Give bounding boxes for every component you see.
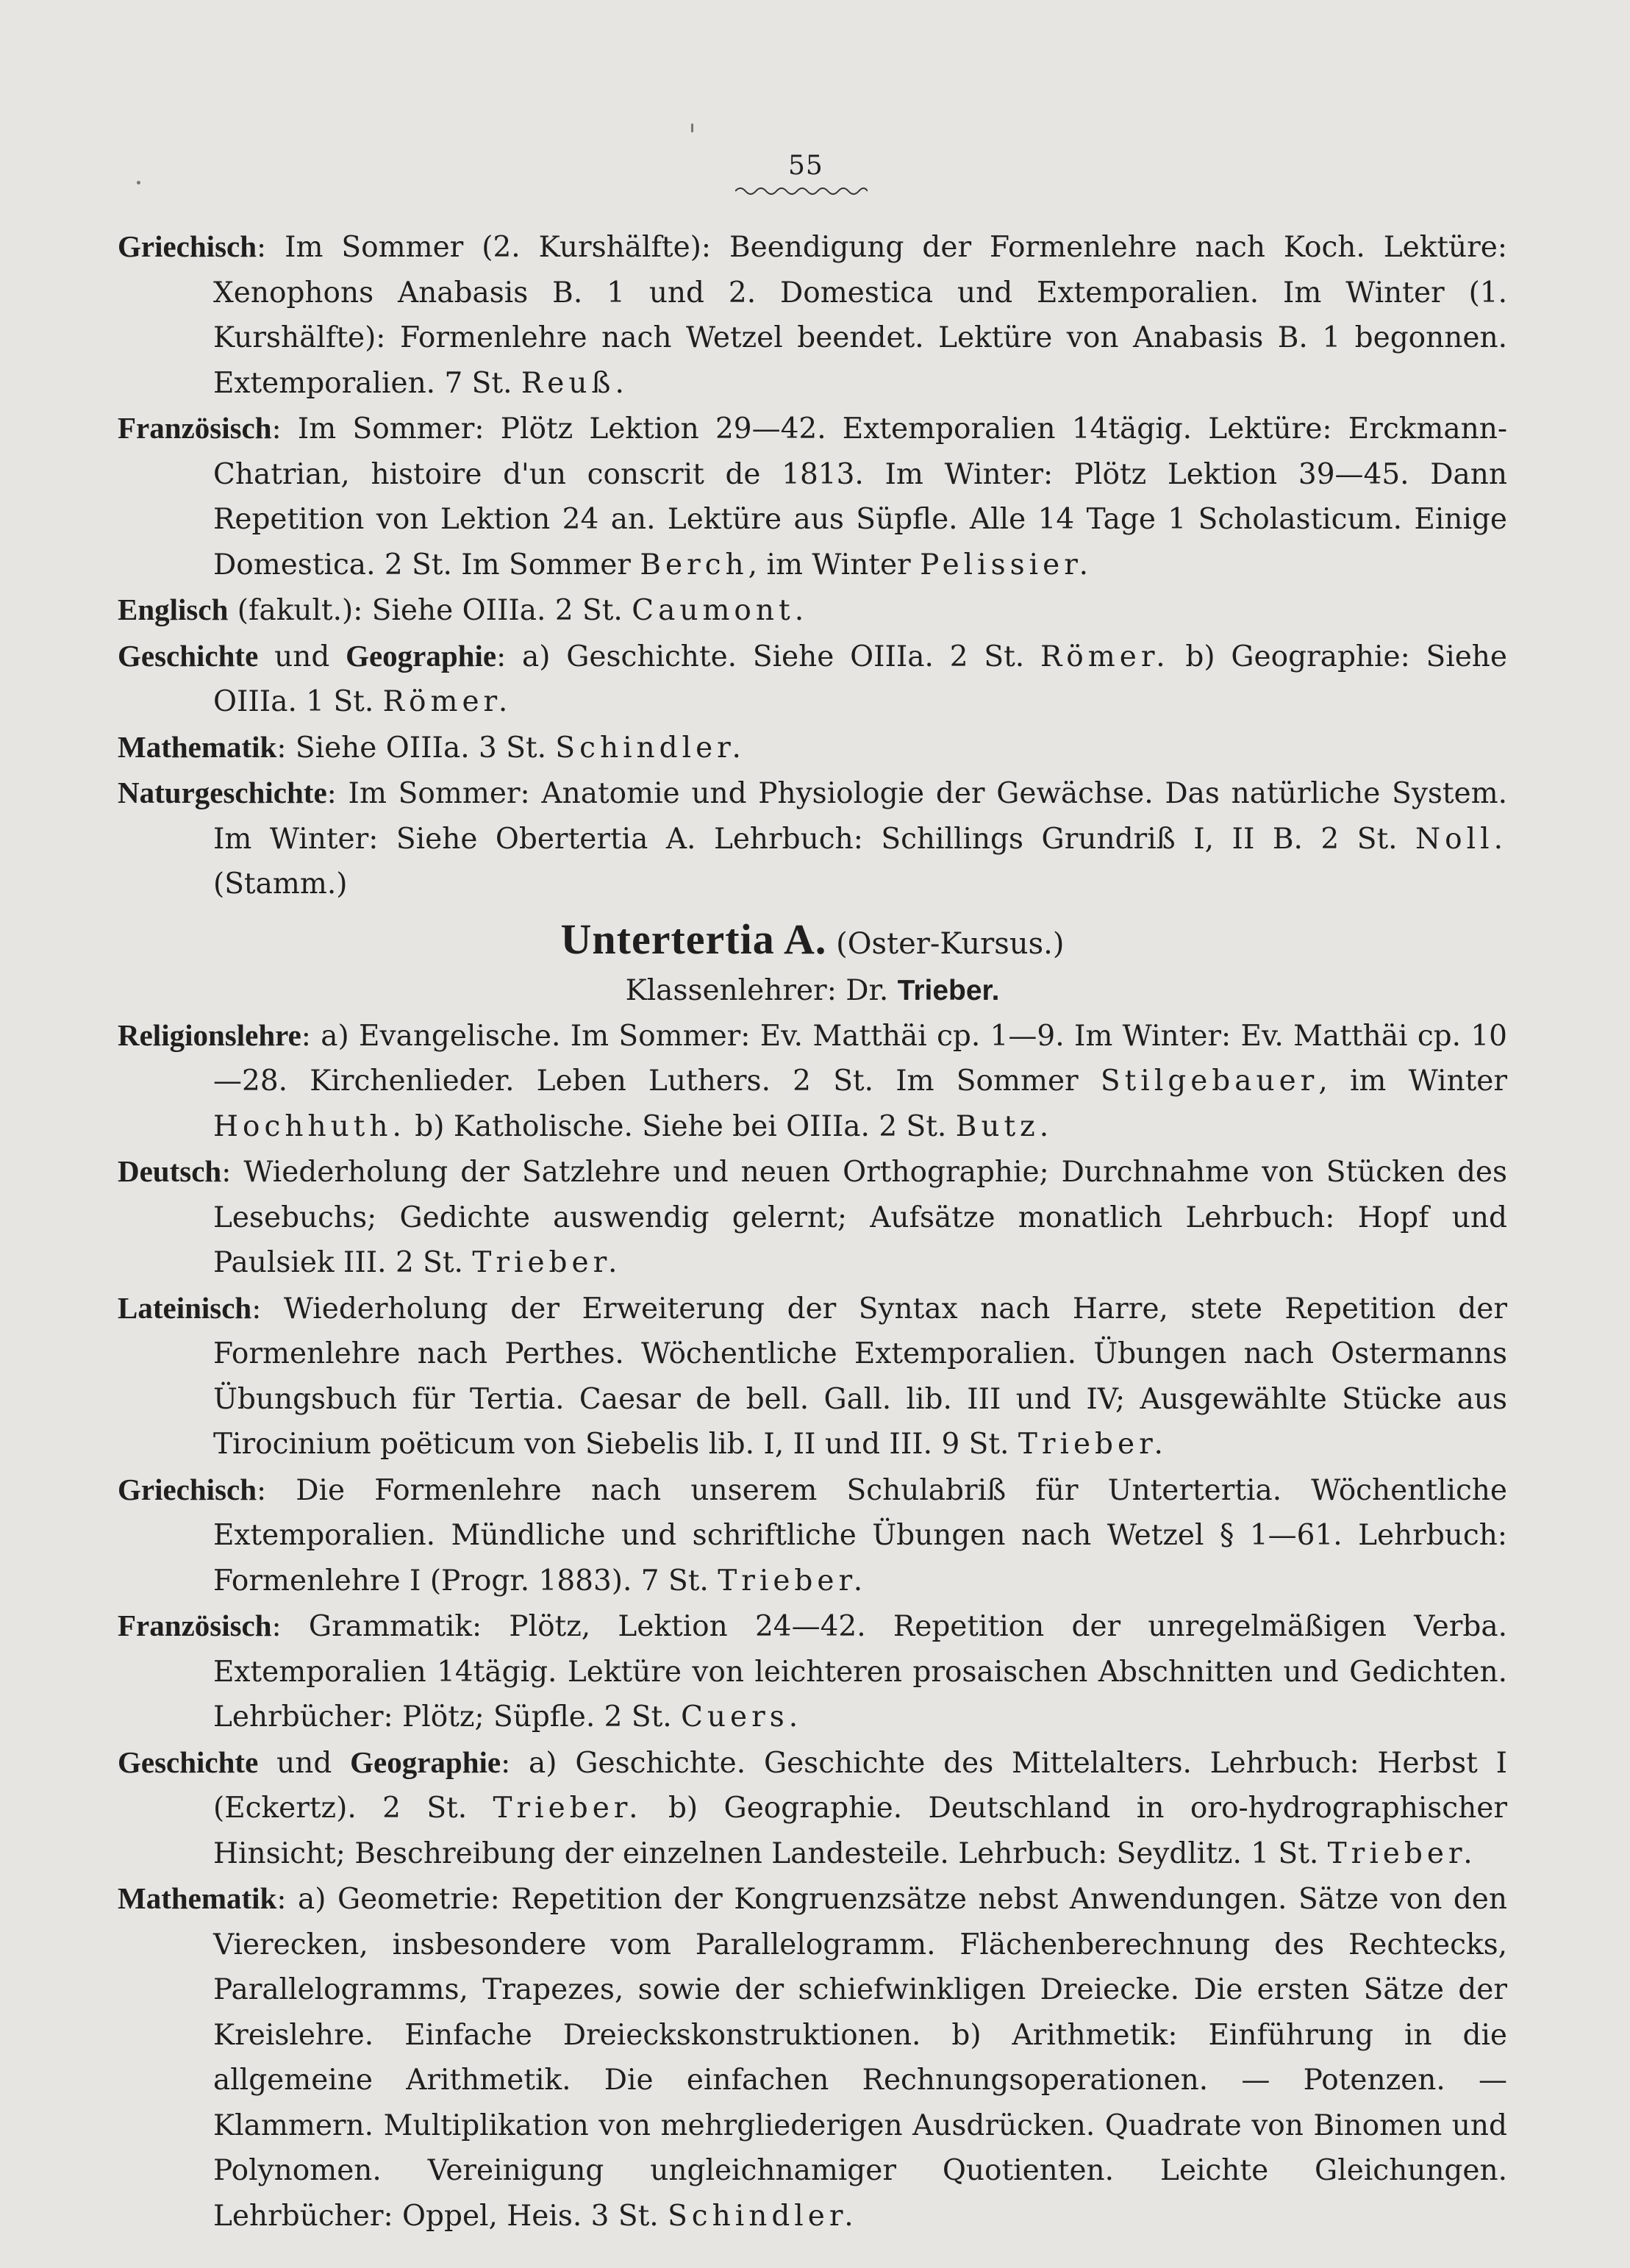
subject-label: Mathematik bbox=[118, 729, 277, 764]
entry-text: : Grammatik: Plötz, Lektion 24—42. Repetition der unregelmäßigen Verba. Extemporalien 14tägig. Lektüre von leichteren prosaischen Abschnitten und Gedichten. Lehrbücher: Plötz; Süpfle. 2 St. bbox=[213, 1610, 1507, 1734]
teacher-name: Trieber. bbox=[472, 1246, 622, 1279]
entry-text: , im Winter bbox=[1318, 1065, 1507, 1098]
entry-text: : Siehe OIIIa. 3 St. bbox=[276, 731, 556, 765]
entry-geschichte-1 bbox=[118, 634, 1507, 725]
class-teacher-label: Klassenlehrer: Dr. bbox=[625, 973, 898, 1007]
entry-text: : Wiederholung der Satzlehre und neuen Orthographie; Durchnahme von Stücken des Lesebuchs; Gedichte auswendig gelernt; Aufsätze monatlich Lehrbuch: Hopf und Paulsiek III. 2 St. bbox=[213, 1156, 1507, 1279]
entry-text: : Im Sommer: Plötz Lektion 29—42. Extemporalien 14tägig. Lektüre: Erckmann-Chatrian, histoire d'un conscrit de 1813. Im Winter: Plötz Lektion 39—45. Dann Repetition von Lektion 24 an. Lektüre aus Süpfle. Alle 14 Tage 1 Scholasticum. Einige Domestica. 2 St. Im Sommer bbox=[213, 412, 1507, 582]
teacher-name: Pelissier. bbox=[920, 548, 1093, 582]
section-heading bbox=[118, 915, 1507, 969]
teacher-name: Trieber. bbox=[1018, 1428, 1168, 1461]
teacher-name: Trieber. bbox=[718, 1564, 868, 1598]
entry-text: : Im Sommer (2. Kurshälfte): Beendigung der Formenlehre nach Koch. Lektüre: Xenophons Anabasis B. 1 und 2. Domestica und Extemporalien. Im Winter (1. Kurshälfte): Formenlehre nach Wetzel beendet. Lektüre von Anabasis B. 1 begonnen. Extemporalien. 7 St. bbox=[213, 231, 1507, 400]
class-teacher-name: Trieber. bbox=[897, 974, 1000, 1006]
entry-text: : Im Sommer: Anatomie und Physiologie der Gewächse. Das natürliche System. Im Winter: Siehe Obertertia A. Lehrbuch: Schillings Grundriß I, II B. 2 St. bbox=[213, 777, 1507, 856]
entry-text: : a) Geschichte. Siehe OIIIa. 2 St. bbox=[496, 640, 1040, 673]
entry-text: , im Winter bbox=[748, 548, 921, 582]
subject-label: Griechisch bbox=[118, 1472, 257, 1506]
entry-connector: und bbox=[258, 640, 346, 673]
entry-text: (fakult.): Siehe OIIIa. 2 St. bbox=[228, 594, 632, 627]
entry-griechisch-2 bbox=[118, 1467, 1507, 1604]
section-subtitle: (Oster-Kursus.) bbox=[836, 926, 1065, 961]
teacher-name: Trieber. bbox=[1327, 1836, 1477, 1870]
teacher-name: Schindler. bbox=[668, 2199, 858, 2233]
subject-label: Geographie bbox=[350, 1745, 501, 1779]
subject-label: Mathematik bbox=[118, 1881, 277, 1915]
teacher-name: Stilgebauer bbox=[1100, 1065, 1319, 1098]
subject-label: Naturgeschichte bbox=[118, 776, 327, 809]
subject-label: Englisch bbox=[118, 593, 229, 626]
entry-text: : a) Geschichte. Geschichte des Mittelalters. Lehrbuch: Herbst I (Eckertz). 2 St. bbox=[213, 1746, 1507, 1825]
teacher-name: Schindler. bbox=[555, 731, 746, 765]
teacher-name: Butz. bbox=[955, 1109, 1054, 1143]
subject-label: Deutsch bbox=[118, 1154, 222, 1188]
entry-mathematik-2 bbox=[118, 1876, 1507, 2239]
entry-religionslehre bbox=[118, 1013, 1507, 1150]
subject-label: Geschichte bbox=[118, 638, 259, 673]
entry-text: (Stamm.) bbox=[213, 868, 348, 901]
teacher-name: Hochhuth. bbox=[213, 1109, 406, 1143]
teacher-name: Noll. bbox=[1415, 822, 1507, 856]
entry-text: : Wiederholung der Erweiterung der Syntax nach Harre, stete Repetition der Formenlehre nach Perthes. Wöchentliche Extemporalien. Übungen nach Ostermanns Übungsbuch für Tertia. Caesar de bell. Gall. lib. III und IV; Ausgewählte Stücke aus Tirocinium poëticum von Siebelis lib. I, II und III. 9 St. bbox=[213, 1292, 1507, 1461]
subject-label: Religionslehre bbox=[118, 1017, 301, 1052]
page-number: 55 bbox=[788, 151, 823, 181]
section-title: Untertertia A. bbox=[560, 915, 827, 963]
teacher-name: Cuers. bbox=[681, 1700, 803, 1734]
subject-label: Griechisch bbox=[118, 229, 257, 263]
teacher-name: Römer. bbox=[382, 685, 512, 718]
entry-englisch-1 bbox=[118, 587, 1507, 634]
teacher-name: Berch bbox=[640, 548, 748, 582]
subject-label: Französisch bbox=[118, 1609, 272, 1642]
entry-text: b) Katholische. Siehe bei OIIIa. 2 St. bbox=[405, 1109, 956, 1143]
entry-naturgeschichte-1 bbox=[118, 770, 1507, 907]
entry-text: b) Geographie. Deutschland in oro-hydrographischer Hinsicht; Beschreibung der einzelnen Landesteile. Lehrbuch: Seydlitz. 1 St. bbox=[213, 1792, 1507, 1870]
subject-label: Französisch bbox=[118, 411, 272, 445]
teacher-name: Caumont. bbox=[632, 594, 809, 627]
entry-deutsch bbox=[118, 1149, 1507, 1286]
class-teacher-line bbox=[118, 969, 1507, 1013]
teacher-name: Reuß. bbox=[521, 366, 629, 400]
entry-connector: und bbox=[258, 1746, 351, 1780]
speck-mark bbox=[691, 124, 693, 132]
ornament-rule bbox=[735, 184, 868, 198]
entry-franzoesisch-1 bbox=[118, 406, 1507, 587]
entry-text: : a) Geometrie: Repetition der Kongruenzsätze nebst Anwendungen. Sätze von den Vierecken, insbesondere vom Parallelogramm. Flächenberechnung des Rechtecks, Parallelogramms, Trapezes, sowie der schiefwinkligen Dreiecke. Die ersten Sätze der Kreislehre. Einfache Dreieckskonstruktionen. b) Arithmetik: Einführung in die allgemeine Arithmetik. Die einfachen Rechnungsoperationen. — Potenzen. — Klammern. Multiplikation von mehrgliederigen Ausdrücken. Quadrate von Binomen und Polynomen. Vereinigung ungleichnamiger Quotienten. Leichte Gleichungen. Lehrbücher: Oppel, Heis. 3 St. bbox=[213, 1883, 1507, 2233]
entry-text: : Die Formenlehre nach unserem Schulabriß für Untertertia. Wöchentliche Extemporalien. Mündliche und schriftliche Übungen nach Wetzel § 1—61. Lehrbuch: Formenlehre I (Progr. 1883). 7 St. bbox=[213, 1473, 1507, 1598]
subject-label: Lateinisch bbox=[118, 1290, 252, 1325]
entry-mathematik-1 bbox=[118, 725, 1507, 771]
subject-label: Geschichte bbox=[118, 1745, 259, 1779]
entry-text: b) Geographie: Siehe OIIIa. 1 St. bbox=[213, 640, 1507, 718]
teacher-name: Römer. bbox=[1040, 640, 1170, 673]
entry-franzoesisch-2 bbox=[118, 1603, 1507, 1740]
speck-mark bbox=[137, 181, 140, 185]
entry-lateinisch bbox=[118, 1286, 1507, 1467]
subject-label: Geographie bbox=[346, 638, 497, 673]
teacher-name: Trieber. bbox=[493, 1792, 643, 1825]
page-content bbox=[118, 224, 1507, 2239]
entry-text: : a) Evangelische. Im Sommer: Ev. Matthäi cp. 1—9. Im Winter: Ev. Matthäi cp. 10—28. Kirchenlieder. Leben Luthers. 2 St. Im Sommer bbox=[213, 1019, 1507, 1098]
entry-griechisch-1 bbox=[118, 224, 1507, 406]
entry-geschichte-2 bbox=[118, 1740, 1507, 1877]
